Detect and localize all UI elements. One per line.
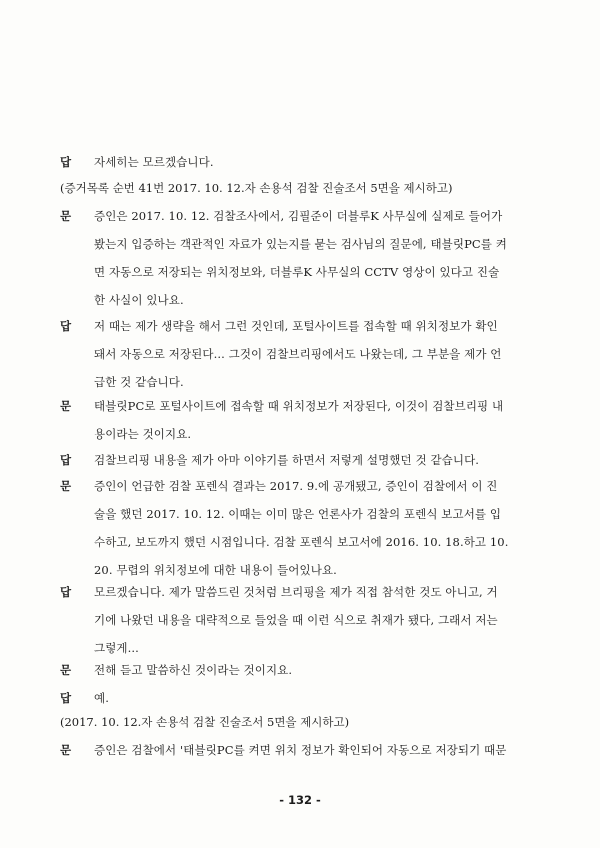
- question-text: [94, 202, 560, 314]
- speaker-label: 문: [60, 663, 72, 677]
- text-line: 모르겠습니다. 제가 말씀드린 것처럼 브리핑을 제가 직접 참석한 것도 아니고, 거: [94, 585, 498, 599]
- text-line: 증인이 언급한 검찰 포렌식 결과는 2017. 9.에 공개됐고, 증인이 검찰에서 이 진: [94, 479, 498, 493]
- question-block: [60, 202, 560, 314]
- text-line: 봤는지 입증하는 객관적인 자료가 있는지를 묻는 검사님의 질문에, 태블릿PC를 켜: [94, 237, 507, 251]
- speaker-label: 답: [60, 585, 72, 599]
- speaker-label: 답: [60, 155, 72, 169]
- text-line: 검찰브리핑 내용을 제가 아마 이야기를 하면서 저렇게 설명했던 것 같습니다.: [94, 453, 480, 467]
- text-line: 저 때는 제가 생략을 해서 그런 것인데, 포털사이트를 접속할 때 위치정보가 확인: [94, 319, 498, 333]
- speaker-label: 답: [60, 453, 72, 467]
- answer-text: [94, 578, 560, 662]
- speaker-label: 문: [60, 743, 72, 757]
- page-number: - 132 -: [279, 793, 321, 807]
- answer-block: [60, 148, 560, 176]
- text-line: 급한 것 같습니다.: [94, 375, 184, 389]
- question-block: [60, 472, 560, 584]
- speaker-label: 문: [60, 209, 72, 223]
- evidence-note: (2017. 10. 12.자 손용석 검찰 진술조서 5면을 제시하고): [60, 715, 350, 729]
- text-line: 돼서 자동으로 저장된다... 그것이 검찰브리핑에서도 나왔는데, 그 부분을 제가 언: [94, 347, 502, 361]
- question-block: [60, 392, 560, 448]
- answer-text: [94, 148, 560, 176]
- speaker-label: 답: [60, 319, 72, 333]
- question-text: [94, 392, 560, 448]
- text-line: 전해 듣고 말씀하신 것이라는 것이지요.: [94, 663, 293, 677]
- answer-block: [60, 578, 560, 662]
- question-block: [60, 656, 560, 684]
- speaker-label: 문: [60, 399, 72, 413]
- answer-text: [94, 446, 560, 474]
- speaker-label: 답: [60, 691, 72, 705]
- text-line: 증인은 2017. 10. 12. 검찰조사에서, 김필준이 더블루K 사무실에 실제로 들어가: [94, 209, 503, 223]
- question-block: [60, 736, 560, 764]
- evidence-note: (증거목록 순번 41번 2017. 10. 12.자 손용석 검찰 진술조서 5면을 제시하고): [60, 181, 453, 195]
- text-line: 자세히는 모르겠습니다.: [94, 155, 214, 169]
- question-text: [94, 472, 560, 584]
- text-line: 기에 나왔던 내용을 대략적으로 들었을 때 이런 식으로 취재가 됐다, 그래서 저는: [94, 613, 498, 627]
- text-line: 한 사실이 있나요.: [94, 293, 184, 307]
- text-line: 수하고, 보도까지 했던 시점입니다. 검찰 포렌식 보고서에 2016. 10. 18.하고 10.: [94, 535, 509, 549]
- text-line: 면 자동으로 저장되는 위치정보와, 더블루K 사무실의 CCTV 영상이 있다고 진술: [94, 265, 500, 279]
- question-text: [94, 736, 560, 764]
- answer-text: [94, 312, 560, 396]
- text-line: 20. 무렵의 위치정보에 대한 내용이 들어있나요.: [94, 563, 337, 577]
- text-line: 술을 했던 2017. 10. 12. 이때는 이미 많은 언론사가 검찰의 포렌식 보고서를 입: [94, 507, 502, 521]
- speaker-label: 문: [60, 479, 72, 493]
- answer-block: [60, 312, 560, 396]
- question-text: [94, 656, 560, 684]
- text-line: 그렇게...: [94, 641, 139, 655]
- text-line: 용이라는 것이지요.: [94, 427, 192, 441]
- text-line: 예.: [94, 691, 109, 705]
- text-line: 증인은 검찰에서 '태블릿PC를 켜면 위치 정보가 확인되어 자동으로 저장되기 때문: [94, 743, 507, 757]
- answer-block: [60, 446, 560, 474]
- text-line: 태블릿PC로 포털사이트에 접속할 때 위치정보가 저장된다, 이것이 검찰브리핑 내: [94, 399, 504, 413]
